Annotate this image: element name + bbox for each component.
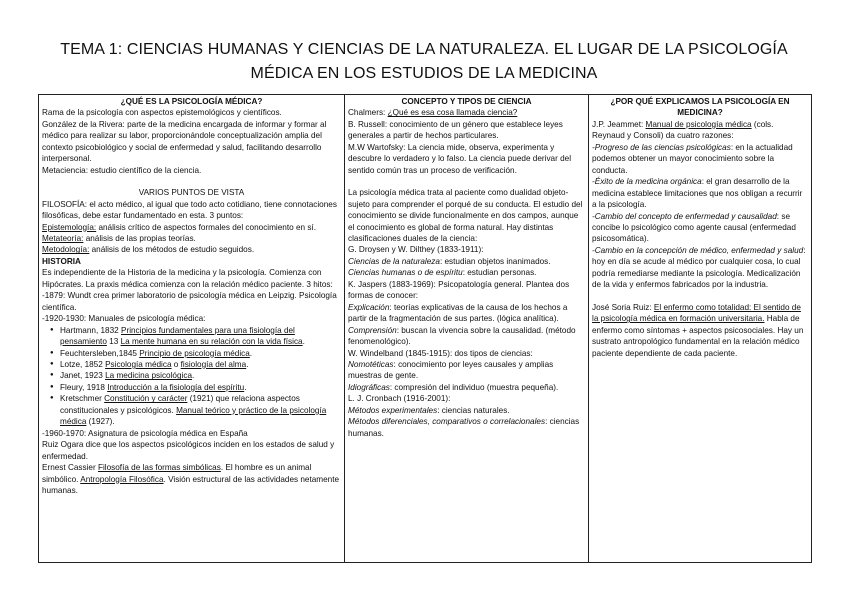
milestone: -1920-1930: Manuales de psicología médica:: [42, 314, 206, 324]
list-item: ● Janet, 1923 La medicina psicológica.: [60, 370, 341, 381]
content-table: [38, 94, 812, 563]
paragraph: B. Russell: conocimiento de un género que establece leyes generales a partir de hechos particulares.: [348, 119, 563, 141]
column-por-que: [589, 95, 812, 563]
list-item: ● Feuchtersleben,1845 Principio de psicología médica.: [60, 348, 341, 359]
author-line: L. J. Cronbach (1916-2001):: [348, 394, 451, 404]
column-heading: ¿QUÉ ES LA PSICOLOGÍA MÉDICA?: [120, 97, 263, 106]
paragraph: Chalmers: ¿Qué es esa cosa llamada ciencia?: [348, 108, 518, 118]
reason-item: -Éxito de la medicina orgánica: el gran desarrollo de la medicina establece limitaciones que nos obligan a recurrir a la psicología.: [592, 177, 803, 210]
paragraph: Ernest Cassier Filosofía de las formas simbólicas. El hombre es un animal simbólico. Antropología Filosófica. Visión estructural de las actividades netamente humanas.: [42, 463, 340, 495]
column-que-es: [39, 95, 345, 563]
column-heading: CONCEPTO Y TIPOS DE CIENCIA: [401, 97, 532, 106]
list-item: Ciencias humanas o de espíritu: estudian personas.: [348, 268, 537, 278]
definition-text: González de la Rivera: parte de la medicina encargada de informar y formar al médico para realizar su labor, proporcionándole conceptualización amplia del contexto psicobiológico y social de enfermedad y salud, facilitando desarrollo interpersonal.: [42, 119, 327, 164]
reason-item: -Progreso de las ciencias psicológicas: en la actualidad podemos obtener un mayor conocimiento sobre la conducta.: [592, 142, 793, 175]
paragraph: M.W Wartofsky: La ciencia mide, observa, experimenta y descubre lo verdadero y lo falso. La ciencia puede derivar del sentido común tras un proceso de verificación.: [348, 142, 572, 175]
list-item: Comprensión: buscan la vivencia sobre la causalidad. (método fenomenológico).: [348, 325, 576, 347]
list-item: ● Kretschmer Constitución y carácter (1921) que relaciona aspectos constitucionales y psicológicos. Manual teórico y práctico de la psicología médica (1927).: [60, 393, 341, 427]
manual-list: [42, 325, 341, 428]
reason-item: -Cambio del concepto de enfermedad y causalidad: se concibe lo psicológico como agente causal (enfermedad psicosomática).: [592, 211, 796, 244]
paragraph: Ruiz Ogara dice que los aspectos psicológicos inciden en los estados de salud y enfermedad.: [42, 440, 335, 461]
column-heading: ¿POR QUÉ EXPLICAMOS LA PSICOLOGÍA EN MEDICINA?: [610, 97, 790, 118]
section-heading: HISTORIA: [42, 256, 81, 266]
paragraph: FILOSOFÍA: el acto médico, al igual que todo acto cotidiano, tiene connotaciones filosóficas, debe estar fundamentado en esta. 3 puntos:: [42, 199, 337, 221]
author-line: W. Windelband (1845-1915): dos tipos de ciencias:: [348, 348, 533, 358]
page-title: TEMA 1: CIENCIAS HUMANAS Y CIENCIAS DE LA NATURALEZA. EL LUGAR DE LA PSICOLOGÍA MÉDICA EN LOS ESTUDIOS DE LA MEDICINA: [60, 41, 788, 82]
list-item: Explicación: teorías explicativas de la causa de los hechos a partir de la fragmentación de sus partes. (lógica analítica).: [348, 302, 568, 324]
list-item: Metodología: análisis de los métodos de estudio seguidos.: [42, 245, 255, 255]
author-line: G. Droysen y W. Dilthey (1833-1911):: [348, 245, 484, 255]
list-item: Nomotéticas: conocimiento por leyes causales y amplias muestras de gente.: [348, 359, 554, 381]
list-item: ● Lotze, 1852 Psicología médica o fisiología del alma.: [60, 359, 341, 370]
list-item: Ciencias de la naturaleza: estudian objetos inanimados.: [348, 256, 551, 266]
milestone: -1960-1970: Asignatura de psicología médica en España: [42, 428, 248, 438]
section-heading: VARIOS PUNTOS DE VISTA: [138, 188, 245, 198]
author-line: K. Jaspers (1883-1969): Psicopatología general. Plantea dos formas de conocer:: [348, 279, 570, 301]
definition-text: Rama de la psicología con aspectos epistemológicos y científicos.: [42, 108, 282, 118]
milestone: -1879: Wundt crea primer laboratorio de psicología médica en Leipzig. Psicología científica.: [42, 291, 337, 312]
column-concepto: [345, 95, 589, 563]
definition-text: Metaciencia: estudio científico de la ciencia.: [42, 165, 202, 175]
list-item: Métodos experimentales: ciencias naturales.: [348, 405, 510, 415]
list-item: ● Hartmann, 1832 Principios fundamentales para una fisiología del pensamiento 13 La mente humana en su relación con la vida física.: [60, 325, 341, 348]
list-item: Metateoría: análisis de las propias teorías.: [42, 233, 196, 243]
paragraph: Es independiente de la Historia de la medicina y la psicología. Comienza con Hipócrates. La praxis médica comienza con la relación médico paciente. 3 hitos:: [42, 268, 333, 289]
term: Epistemología:: [42, 222, 97, 232]
reason-item: -Cambio en la concepción de médico, enfermedad y salud: hoy en día se acude al médico por cualquier cosa, lo cual podría remediarse mediante la psicología. Medicalización de la vida y enfermos fabricados por la industria.: [592, 245, 806, 290]
paragraph: J.P. Jeammet: Manual de psicología médica (cols. Reynaud y Consoli) da cuatro razones:: [592, 119, 774, 141]
list-item: Idiográficas: compresión del individuo (muestra pequeña).: [348, 382, 559, 392]
term: Metodología:: [42, 245, 90, 255]
term: Metateoría:: [42, 233, 84, 243]
list-item: ● Fleury, 1918 Introducción a la fisiología del espíritu.: [60, 382, 341, 393]
list-item: Métodos diferenciales, comparativos o correlacionales: ciencias humanas.: [348, 417, 580, 438]
paragraph: La psicología médica trata al paciente como dualidad objeto-sujeto para comprender el porqué de su conducta. El estudio del conocimiento se divide funcionalmente en dos campos, aunque el conocimiento es global de forma natural. Hay distintas clasificaciones duales de la ciencia:: [348, 188, 583, 243]
list-item: Epistemología: análisis crítico de aspectos formales del conocimiento en sí.: [42, 222, 316, 232]
paragraph: José Soria Ruiz: El enfermo como totalidad: El sentido de la psicología médica en formación universitaria. Habla de enfermo como síntomas + aspectos psicosociales. Hay un sustrato antropológico fundamental en la relación médico paciente dependiente de cada paciente.: [592, 302, 804, 358]
